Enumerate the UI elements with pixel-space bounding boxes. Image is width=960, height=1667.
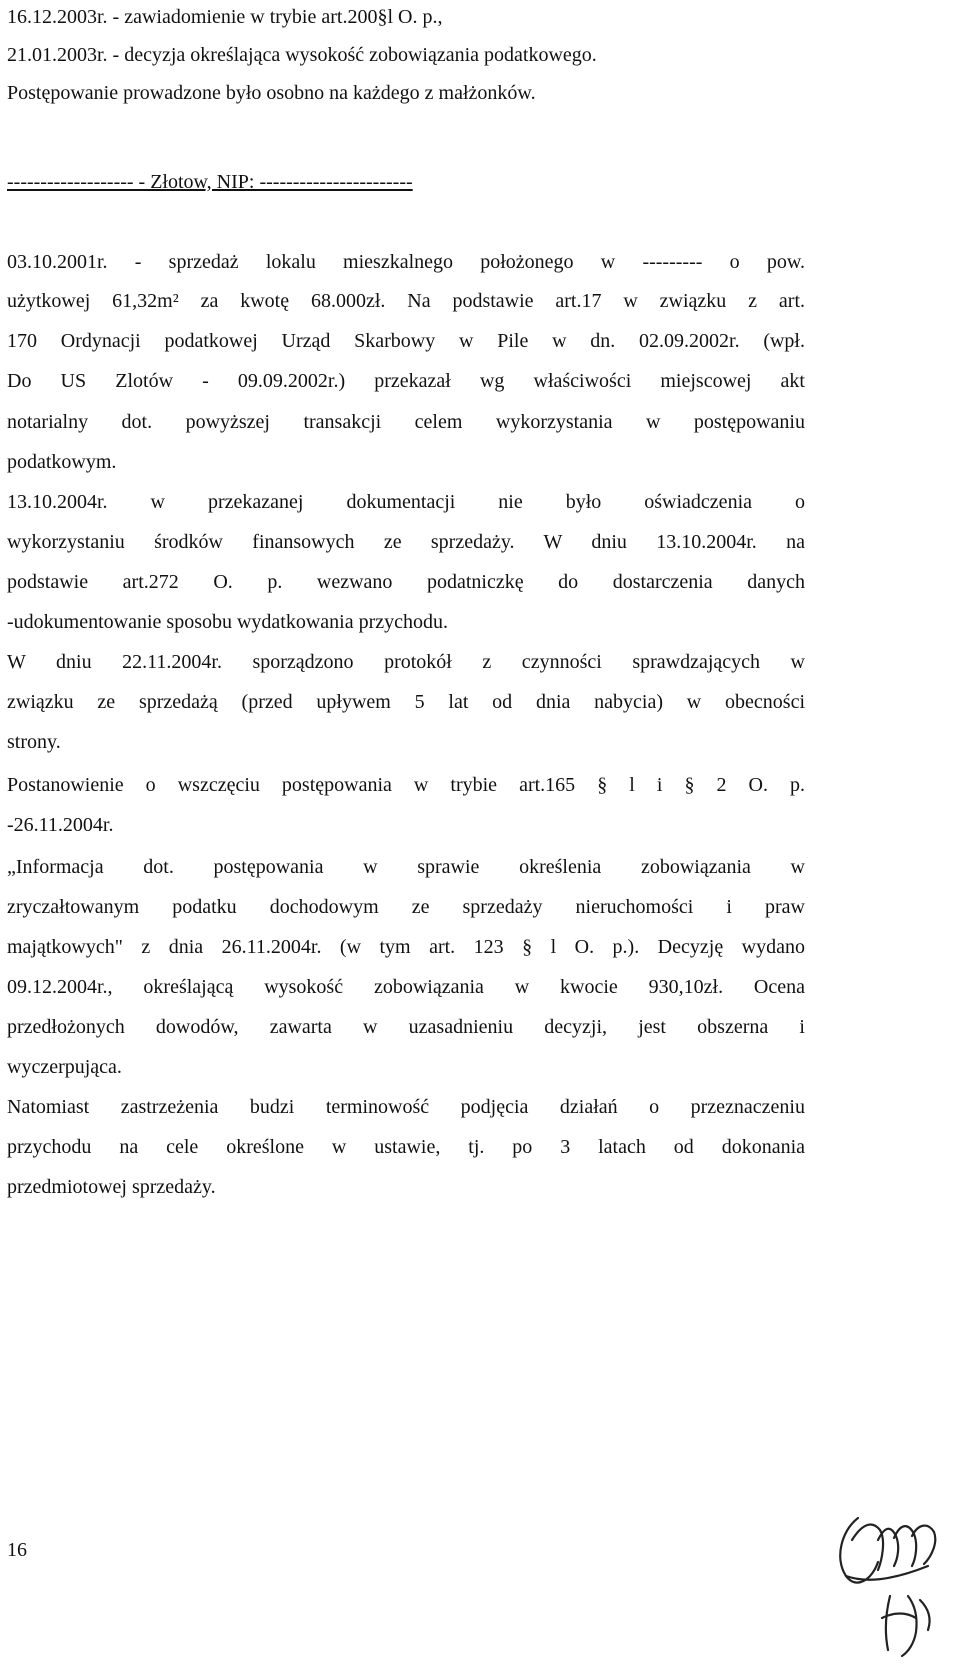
text-line: wyczerpująca.: [7, 1056, 122, 1078]
page-number: 16: [7, 1539, 27, 1561]
text-line: majątkowych" z dnia 26.11.2004r. (w tym art. 123 § l O. p.). Decyzję wydano: [7, 936, 805, 958]
text-line: związku ze sprzedażą (przed upływem 5 lat od dnia nabycia) w obecności: [7, 691, 805, 713]
text-line: 03.10.2001r. - sprzedaż lokalu mieszkalnego położonego w --------- o pow.: [7, 251, 805, 273]
text-line: przychodu na cele określone w ustawie, tj. po 3 latach od dokonania: [7, 1136, 805, 1158]
text-line: użytkowej 61,32m² za kwotę 68.000zł. Na podstawie art.17 w związku z art.: [7, 290, 805, 312]
text-line: 13.10.2004r. w przekazanej dokumentacji nie było oświadczenia o: [7, 491, 805, 513]
text-line: „Informacja dot. postępowania w sprawie określenia zobowiązania w: [7, 856, 805, 878]
text-line: zryczałtowanym podatku dochodowym ze sprzedaży nieruchomości i praw: [7, 896, 805, 918]
text-line: W dniu 22.11.2004r. sporządzono protokół z czynności sprawdzających w: [7, 651, 805, 673]
section-heading: ------------------- - Złotow, NIP: -----------------------: [7, 171, 413, 193]
text-line: strony.: [7, 731, 61, 753]
text-line: 09.12.2004r., określającą wysokość zobowiązania w kwocie 930,10zł. Ocena: [7, 976, 805, 998]
text-line: 16.12.2003r. - zawiadomienie w trybie art.200§l O. p.,: [7, 6, 443, 28]
text-line: 170 Ordynacji podatkowej Urząd Skarbowy w Pile w dn. 02.09.2002r. (wpł.: [7, 330, 805, 352]
text-line: -udokumentowanie sposobu wydatkowania przychodu.: [7, 611, 449, 633]
text-line: podstawie art.272 O. p. wezwano podatniczkę do dostarczenia danych: [7, 571, 805, 593]
text-line: notarialny dot. powyższej transakcji celem wykorzystania w postępowaniu: [7, 411, 805, 433]
text-line: Natomiast zastrzeżenia budzi terminowość podjęcia działań o przeznaczeniu: [7, 1096, 805, 1118]
handwritten-signature-icon: [828, 1500, 948, 1662]
text-line: wykorzystaniu środków finansowych ze sprzedaży. W dniu 13.10.2004r. na: [7, 531, 805, 553]
text-line: Postanowienie o wszczęciu postępowania w trybie art.165 § l i § 2 O. p.: [7, 774, 805, 796]
text-line: 21.01.2003r. - decyzja określająca wysokość zobowiązania podatkowego.: [7, 44, 597, 66]
text-line: Postępowanie prowadzone było osobno na każdego z małżonków.: [7, 82, 536, 104]
text-line: podatkowym.: [7, 451, 117, 473]
text-line: przedmiotowej sprzedaży.: [7, 1176, 216, 1198]
text-line: Do US Zlotów - 09.09.2002r.) przekazał wg właściwości miejscowej akt: [7, 370, 805, 392]
text-line: przedłożonych dowodów, zawarta w uzasadnieniu decyzji, jest obszerna i: [7, 1016, 805, 1038]
text-line: -26.11.2004r.: [7, 814, 114, 836]
